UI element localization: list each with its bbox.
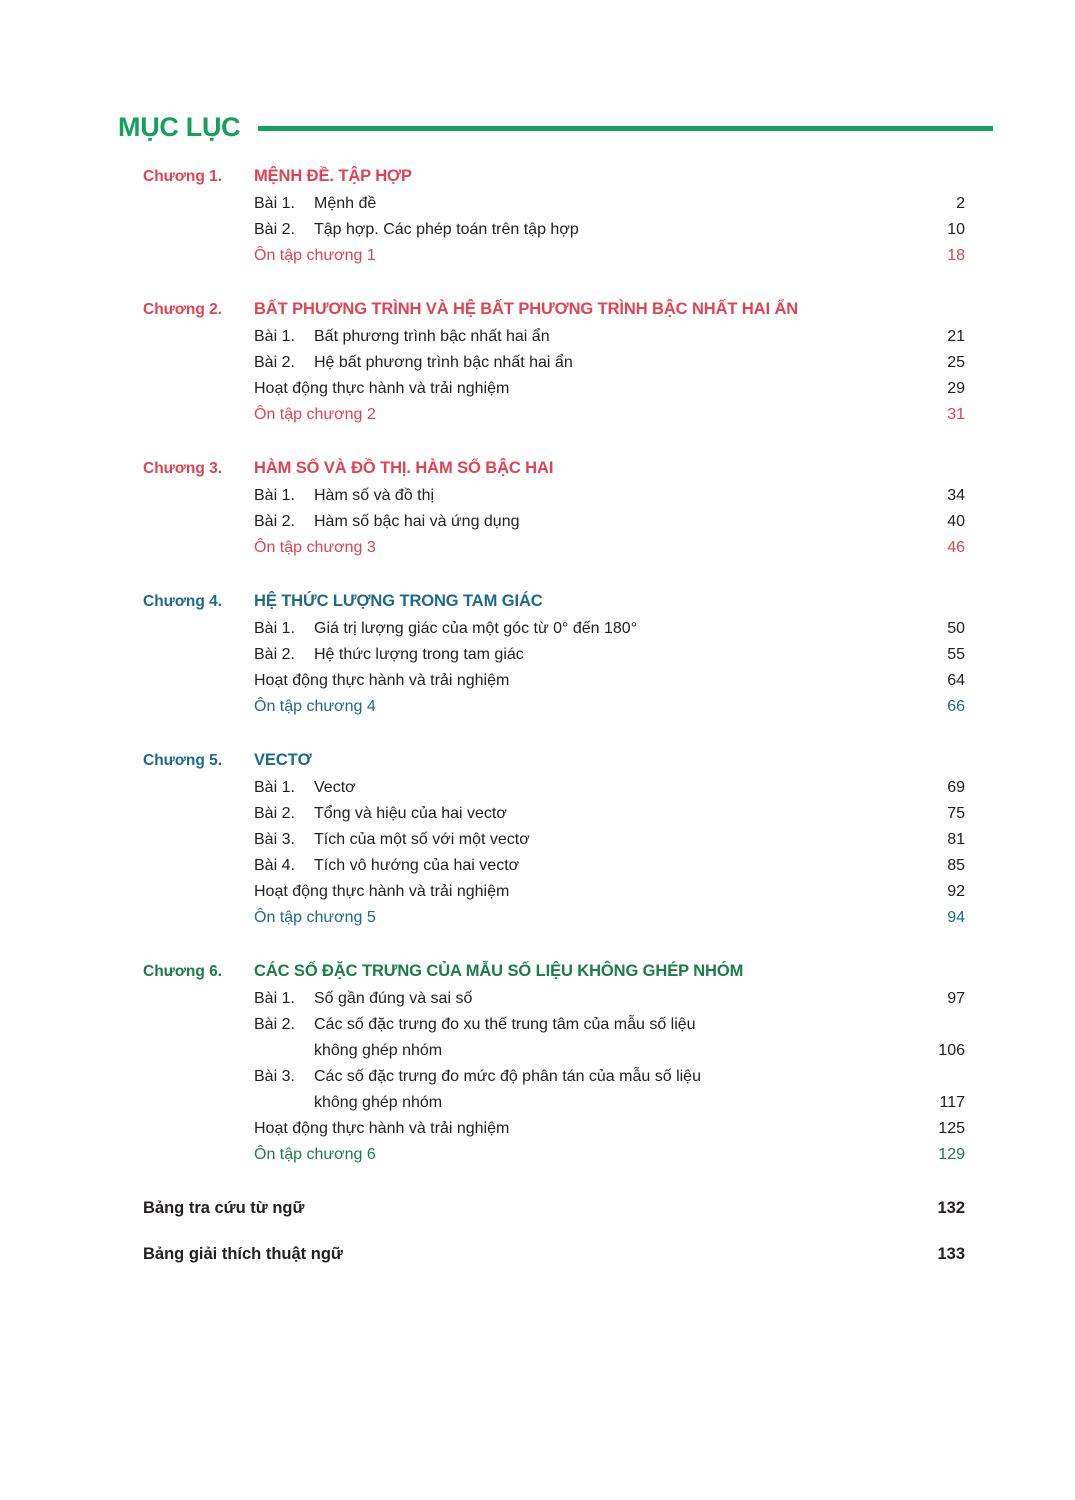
section-row[interactable]	[143, 1142, 965, 1168]
lesson-label-and-text	[254, 905, 895, 931]
lesson-row[interactable]	[143, 775, 965, 801]
lesson-row[interactable]	[143, 616, 965, 642]
lesson-row[interactable]	[143, 217, 965, 243]
page-title: MỤC LỤC	[118, 111, 241, 142]
lesson-label-and-text	[254, 483, 895, 509]
lesson-title-text: Tổng và hiệu của hai vectơ	[314, 805, 507, 822]
chapter-number-label: Chương 5.	[143, 752, 223, 769]
lesson-row[interactable]	[143, 191, 965, 217]
section-row[interactable]	[143, 535, 965, 561]
lesson-label-and-text	[254, 694, 895, 720]
lesson-number-label: Bài 2.	[254, 354, 295, 371]
page-number: 97	[947, 990, 965, 1007]
lesson-number-label: Bài 1.	[254, 990, 295, 1007]
lesson-number-label: Bài 3.	[254, 831, 295, 848]
lesson-title-text: Hoạt động thực hành và trải nghiệm	[254, 883, 510, 900]
section-row[interactable]	[143, 402, 965, 428]
lesson-number-label: Bài 1.	[254, 487, 295, 504]
chapter-title-row[interactable]	[143, 162, 965, 191]
lesson-number-label: Bài 1.	[254, 620, 295, 637]
lesson-label-and-text	[254, 1012, 895, 1064]
lesson-row[interactable]	[143, 1012, 965, 1064]
page-number: 125	[938, 1120, 965, 1137]
page-number: 94	[947, 909, 965, 926]
chapter-title-row[interactable]	[143, 295, 965, 324]
lesson-title-text: Các số đặc trưng đo mức độ phân tán của mẫu số liệu	[314, 1068, 701, 1085]
appendix-label: Bảng tra cứu từ ngữ	[143, 1199, 305, 1217]
lesson-row[interactable]	[143, 324, 965, 350]
lesson-label-and-text	[254, 1142, 895, 1168]
toc-chapter-list	[143, 162, 965, 1168]
lesson-title-text: Ôn tập chương 5	[254, 909, 376, 926]
lesson-label-and-text	[254, 853, 895, 879]
page-number: 66	[947, 698, 965, 715]
page-number: 31	[947, 406, 965, 423]
lesson-title-text: Ôn tập chương 4	[254, 698, 376, 715]
chapter-number-label: Chương 1.	[143, 168, 223, 185]
lesson-title-text: Hoạt động thực hành và trải nghiệm	[254, 380, 510, 397]
lesson-title-text: Mệnh đề	[314, 195, 377, 212]
lesson-row[interactable]	[143, 483, 965, 509]
section-row[interactable]	[143, 243, 965, 269]
page-number: 10	[947, 221, 965, 238]
chapter-title: CÁC SỐ ĐẶC TRƯNG CỦA MẪU SỐ LIỆU KHÔNG GHÉP NHÓM	[254, 962, 744, 980]
lesson-number-label: Bài 2.	[254, 513, 295, 530]
lesson-label-and-text	[254, 402, 895, 428]
section-row[interactable]	[143, 668, 965, 694]
lesson-title-text: Hệ thức lượng trong tam giác	[314, 646, 524, 663]
lesson-label-and-text	[254, 1064, 895, 1116]
section-row[interactable]	[143, 879, 965, 905]
lesson-title-text: Hoạt động thực hành và trải nghiệm	[254, 1120, 510, 1137]
chapter-title: BẤT PHƯƠNG TRÌNH VÀ HỆ BẤT PHƯƠNG TRÌNH BẬC NHẤT HAI ẨN	[254, 300, 799, 318]
page-number: 117	[939, 1094, 965, 1111]
toc-chapter	[143, 454, 965, 561]
lesson-number-label: Bài 1.	[254, 779, 295, 796]
lesson-title-text: Hàm số bậc hai và ứng dụng	[314, 513, 520, 530]
lesson-number-label: Bài 2.	[254, 646, 295, 663]
lesson-row[interactable]	[143, 350, 965, 376]
section-row[interactable]	[143, 905, 965, 931]
appendix-row[interactable]	[143, 1242, 965, 1266]
lesson-title-text: Ôn tập chương 2	[254, 406, 376, 423]
page-number: 40	[947, 513, 965, 530]
chapter-number-label: Chương 4.	[143, 593, 223, 610]
chapter-title: MỆNH ĐỀ. TẬP HỢP	[254, 167, 412, 185]
page-number: 64	[947, 672, 965, 689]
appendix-row[interactable]	[143, 1196, 965, 1220]
header-rule	[258, 126, 993, 131]
lesson-number-label: Bài 3.	[254, 1068, 295, 1085]
lesson-label-and-text	[254, 350, 895, 376]
lesson-label-and-text	[254, 616, 895, 642]
chapter-title: HỆ THỨC LƯỢNG TRONG TAM GIÁC	[254, 592, 543, 610]
chapter-title-row[interactable]	[143, 957, 965, 986]
page-number: 129	[938, 1146, 965, 1163]
chapter-number-label: Chương 3.	[143, 460, 223, 477]
chapter-number-label: Chương 2.	[143, 301, 223, 318]
lesson-label-and-text	[254, 642, 895, 668]
page-number: 50	[947, 620, 965, 637]
lesson-row[interactable]	[143, 509, 965, 535]
lesson-number-label: Bài 2.	[254, 221, 295, 238]
lesson-row[interactable]	[143, 853, 965, 879]
lesson-title-text: Số gần đúng và sai số	[314, 990, 473, 1007]
lesson-title-text: Hàm số và đồ thị	[314, 487, 435, 504]
appendix-label: Bảng giải thích thuật ngữ	[143, 1245, 343, 1263]
page-number: 55	[947, 646, 965, 663]
lesson-label-and-text	[254, 827, 895, 853]
page-number: 75	[947, 805, 965, 822]
lesson-title-text: Ôn tập chương 3	[254, 539, 376, 556]
section-row[interactable]	[143, 1116, 965, 1142]
lesson-title-continuation: không ghép nhóm	[314, 1094, 443, 1111]
lesson-number-label: Bài 2.	[254, 805, 295, 822]
lesson-row[interactable]	[143, 801, 965, 827]
lesson-number-label: Bài 4.	[254, 857, 295, 874]
chapter-title-row[interactable]	[143, 587, 965, 616]
page-number: 106	[938, 1042, 965, 1059]
lesson-title-text: Tập hợp. Các phép toán trên tập hợp	[314, 221, 579, 238]
chapter-title-row[interactable]	[143, 454, 965, 483]
page-number: 92	[947, 883, 965, 900]
page-number: 81	[947, 831, 965, 848]
lesson-label-and-text	[254, 668, 895, 694]
lesson-row[interactable]	[143, 827, 965, 853]
lesson-number-label: Bài 2.	[254, 1016, 295, 1033]
page-number: 34	[947, 487, 965, 504]
lesson-title-text: Tích vô hướng của hai vectơ	[314, 857, 520, 874]
lesson-number-label: Bài 1.	[254, 328, 295, 345]
lesson-title-text: Ôn tập chương 6	[254, 1146, 376, 1163]
lesson-title-text: Bất phương trình bậc nhất hai ẩn	[314, 328, 550, 345]
lesson-label-and-text	[254, 191, 895, 217]
chapter-title-row[interactable]	[143, 746, 965, 775]
lesson-number-label: Bài 1.	[254, 195, 295, 212]
lesson-title-text: Vectơ	[314, 779, 356, 796]
toc-chapter	[143, 162, 965, 269]
chapter-title: HÀM SỐ VÀ ĐỒ THỊ. HÀM SỐ BẬC HAI	[254, 459, 554, 477]
section-row[interactable]	[143, 376, 965, 402]
page-number: 2	[956, 195, 965, 212]
lesson-label-and-text	[254, 1116, 895, 1142]
page-number: 85	[947, 857, 965, 874]
page-number: 18	[947, 247, 965, 264]
toc-chapter	[143, 957, 965, 1168]
toc-appendix-list	[143, 1196, 965, 1288]
lesson-title-text: Hoạt động thực hành và trải nghiệm	[254, 672, 510, 689]
lesson-label-and-text	[254, 324, 895, 350]
lesson-label-and-text	[254, 879, 895, 905]
lesson-title-continuation: không ghép nhóm	[314, 1042, 443, 1059]
lesson-row[interactable]	[143, 986, 965, 1012]
lesson-title-text: Ôn tập chương 1	[254, 247, 376, 264]
lesson-label-and-text	[254, 801, 895, 827]
lesson-label-and-text	[254, 775, 895, 801]
lesson-label-and-text	[254, 509, 895, 535]
toc-chapter	[143, 746, 965, 931]
lesson-title-text: Các số đặc trưng đo xu thế trung tâm của mẫu số liệu	[314, 1016, 696, 1033]
toc-header	[118, 105, 993, 147]
page-number: 21	[947, 328, 965, 345]
appendix-page-number: 133	[937, 1245, 965, 1263]
toc-chapter	[143, 587, 965, 720]
lesson-label-and-text	[254, 376, 895, 402]
lesson-title-text: Hệ bất phương trình bậc nhất hai ẩn	[314, 354, 573, 371]
lesson-row[interactable]	[143, 1064, 965, 1116]
toc-chapter	[143, 295, 965, 428]
chapter-title: VECTƠ	[254, 751, 312, 769]
lesson-row[interactable]	[143, 642, 965, 668]
lesson-title-text: Tích của một số với một vectơ	[314, 831, 530, 848]
page-number: 69	[947, 779, 965, 796]
page-number: 46	[947, 539, 965, 556]
lesson-label-and-text	[254, 986, 895, 1012]
section-row[interactable]	[143, 694, 965, 720]
chapter-number-label: Chương 6.	[143, 963, 223, 980]
appendix-page-number: 132	[937, 1199, 965, 1217]
lesson-label-and-text	[254, 243, 895, 269]
lesson-label-and-text	[254, 535, 895, 561]
page-number: 25	[947, 354, 965, 371]
lesson-label-and-text	[254, 217, 895, 243]
page-number: 29	[947, 380, 965, 397]
lesson-title-text: Giá trị lượng giác của một góc từ 0° đến 180°	[314, 620, 638, 637]
